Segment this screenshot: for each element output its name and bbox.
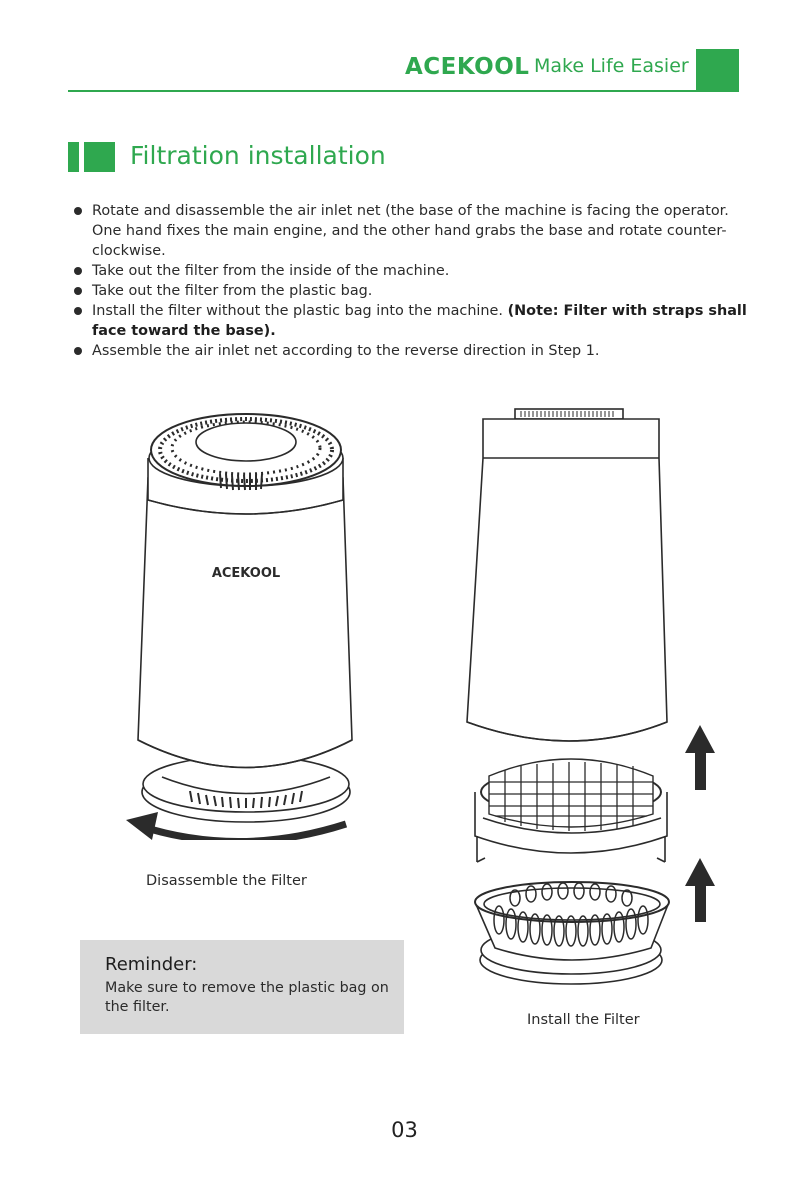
up-arrow-icon <box>685 858 715 922</box>
step-item <box>74 301 754 341</box>
step-item <box>74 341 754 361</box>
title-marker-small <box>68 142 79 172</box>
step-text: Rotate and disassemble the air inlet net (the base of the machine is facing the operator. One hand fixes the main engine, and the other hand grabs the base and rotate counter-clockwise. <box>92 203 729 259</box>
step-text: Take out the filter from the inside of the machine. <box>92 263 450 279</box>
tagline: Make Life Easier <box>534 55 689 77</box>
reminder-text: Make sure to remove the plastic bag on the filter. <box>105 980 389 1015</box>
purifier-disassemble-illustration <box>100 400 370 840</box>
filter-install-illustration <box>455 400 745 1000</box>
device-logo: ACEKOOL <box>211 566 281 581</box>
steps-list <box>74 201 754 361</box>
rotate-arrowhead-icon <box>126 812 158 840</box>
page-number: 03 <box>391 1118 418 1142</box>
reminder-box <box>80 940 404 1034</box>
step-item <box>74 261 754 281</box>
step-note: (Note: Filter with straps shall face toward the base). <box>92 303 747 339</box>
header-accent-square <box>696 49 739 90</box>
brand-logo: ACEKOOL <box>405 54 530 80</box>
up-arrow-icon <box>685 725 715 790</box>
step-text: Assemble the air inlet net according to the reverse direction in Step 1. <box>92 343 600 359</box>
title-marker-large <box>84 142 115 172</box>
rotate-arrow-icon <box>140 824 346 840</box>
step-item <box>74 281 754 301</box>
caption-disassemble: Disassemble the Filter <box>146 873 307 889</box>
reminder-title: Reminder: <box>105 954 198 975</box>
step-text: Take out the filter from the plastic bag. <box>92 283 373 299</box>
header-rule <box>68 90 739 92</box>
step-text: Install the filter without the plastic bag into the machine. <box>92 303 508 319</box>
caption-install: Install the Filter <box>527 1012 640 1028</box>
step-item <box>74 201 754 261</box>
section-title: Filtration installation <box>130 141 386 170</box>
